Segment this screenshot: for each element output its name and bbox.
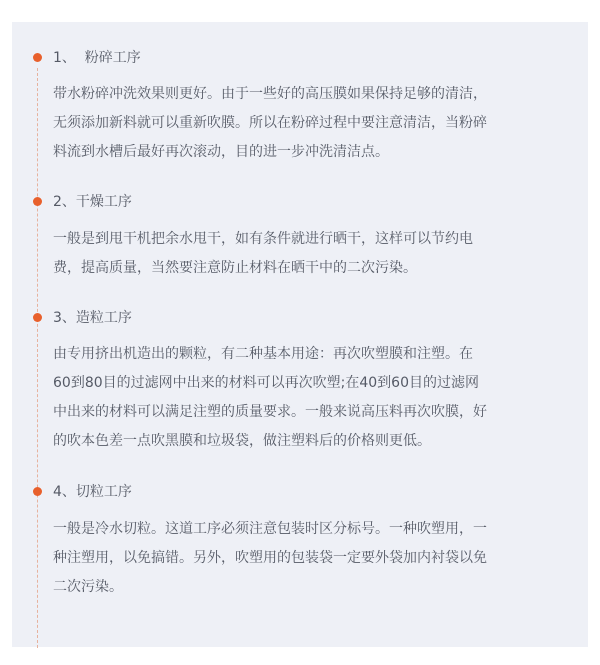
body-line: 由专用挤出机造出的颗粒，有二种基本用途：再次吹塑膜和注塑。在 <box>53 346 473 362</box>
bullet-dot <box>33 313 42 322</box>
section-title: 2、干燥工序 <box>53 194 132 210</box>
body-line: 二次污染。 <box>53 579 123 595</box>
bullet-dot <box>33 53 42 62</box>
body-line: 一般是冷水切粒。这道工序必须注意包装时区分标号。一种吹塑用，一 <box>53 521 487 537</box>
body-line: 中出来的材料可以满足注塑的质量要求。一般来说高压料再次吹膜，好 <box>53 404 487 420</box>
bullet-dot <box>33 487 42 496</box>
timeline-line <box>37 68 38 648</box>
body-line: 一般是到甩干机把余水甩干，如有条件就进行晒干，这样可以节约电 <box>53 231 473 247</box>
section-body <box>53 80 553 167</box>
body-line: 的吹本色差一点吹黑膜和垃圾袋，做注塑料后的价格则更低。 <box>53 433 431 449</box>
section-title: 4、切粒工序 <box>53 484 132 500</box>
section-body <box>53 340 553 456</box>
body-line: 60到80目的过滤网中出来的材料可以再次吹塑;在40到60目的过滤网 <box>53 375 479 391</box>
article-card <box>12 22 588 647</box>
bullet-dot <box>33 197 42 206</box>
body-line: 费，提高质量，当然要注意防止材料在晒干中的二次污染。 <box>53 260 417 276</box>
body-line: 带水粉碎冲洗效果则更好。由于一些好的高压膜如果保持足够的清洁， <box>53 86 487 102</box>
section-body <box>53 515 553 602</box>
section-title: 3、造粒工序 <box>53 310 132 326</box>
body-line: 种注塑用，以免搞错。另外，吹塑用的包装袋一定要外袋加内衬袋以免 <box>53 550 487 566</box>
section-body <box>53 225 553 283</box>
body-line: 无须添加新料就可以重新吹膜。所以在粉碎过程中要注意清洁，当粉碎 <box>53 115 487 131</box>
section-title: 1、 粉碎工序 <box>53 50 141 66</box>
body-line: 料流到水槽后最好再次滚动，目的进一步冲洗清洁点。 <box>53 144 389 160</box>
